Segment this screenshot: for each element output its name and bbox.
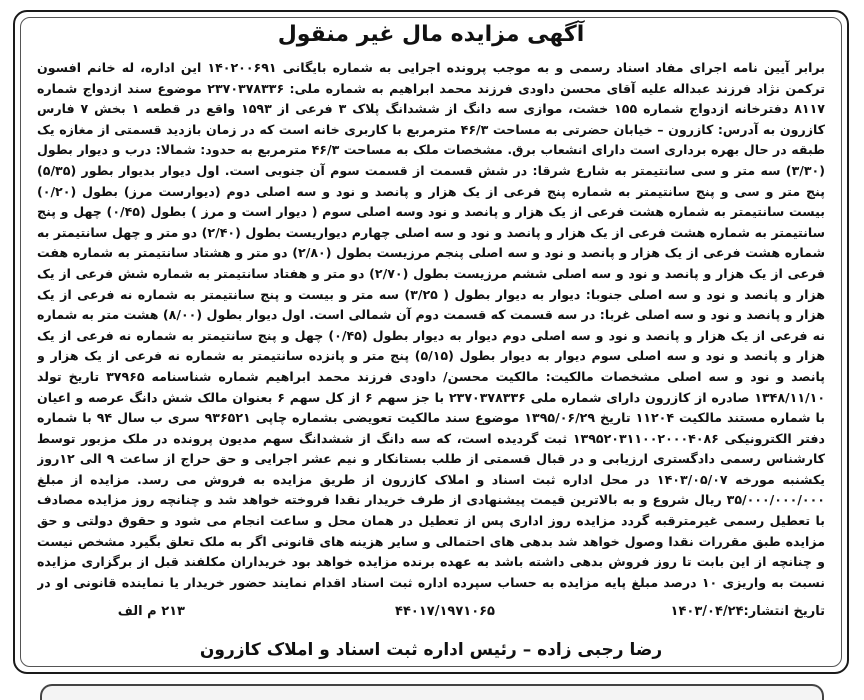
reference-number: ۴۴۰۱۷/۱۹۷۱۰۶۵ xyxy=(395,604,495,619)
next-notice-edge xyxy=(40,684,824,700)
notice-meta-row xyxy=(37,604,825,628)
notice-frame xyxy=(13,10,849,674)
publish-date: تاریخ انتشار:۱۴۰۳/۰۴/۲۴ xyxy=(670,604,825,619)
signature-line: رضا رجبی زاده – رئیس اداره ثبت اسناد و املاک کازرون xyxy=(199,640,663,660)
notice-title: آگهی مزایده مال غیر منقول xyxy=(277,22,585,47)
issue-code: ۲۱۳ م الف xyxy=(117,604,185,619)
notice-body: برابر آیین نامه اجرای مفاد اسناد رسمی و به موجب پرونده اجرایی به شماره بایگانی ۱۴۰۲۰۰۶۹۱ این اداره، له خانم افسون ترکمن نژاد فرزند عبداله علیه آقای محسن داودی فرزند محمد ابراهیم به شماره ملی: ۲۳۷۰۳۷۸۳۳۶ موضوع سند ازدواج شماره ۸۱۱۷ دفترخانه ازدواج شماره ۱۵۵ خشت، موازی سه دانگ از ششدانگ پلاک ۳ فرعی از ۱۵۹۳ واقع در قطعه ۱ بخش ۷ فارس کازرون به آدرس: کازرون – خیابان حضرتی به مساحت ۴۶/۳ مترمربع با کاربری خانه است که در زمان بازدید قسمتی از مغازه یک طبقه در حال بهره برداری است دارای انشعاب برق. مشخصات ملک به مساحت ۴۶/۳ مترمربع به حدود: شمالا: درب و دیوار بطول (۳/۳۰) سه متر و سی سانتیمتر به شارع شرقا: در شش قسمت از قسمت سوم آن جنوبی است. اول دیوار بدیوار بطور (۵/۳۵) پنج متر و سی و پنج سانتیمتر به شماره پنج فرعی از یک هزار و پانصد و نود و سه اصلی دوم (دیوارست مرز) بطول (۰/۲۰) بیست سانتیمتر به شماره هشت فرعی از یک هزار و پانصد و نود وسه اصلی سوم ( دیوار است و مرز ) بطول (۰/۴۵) چهل و پنج سانتیمتر به شماره هشت فرعی از یک هزار و پانصد و نود و سه اصلی چهارم دیواریست بطول (۲/۴۰) دو متر و چهل سانتیمتر به شماره هشت فرعی از یک هزار و پانصد و نود و سه اصلی پنجم مرزیست بطول (۲/۸۰) دو متر و هشتاد سانتیمتر به شماره هفت فرعی از یک هزار و پانصد و نود و سه اصلی ششم مرزیست بطول (۲/۷۰) دو متر و هفتاد سانتیمتر به شماره شش فرعی از یک هزار و پانصد و نود و سه اصلی جنوبا: دیوار به دیوار بطول ( ۳/۲۵) سه متر و بیست و پنج سانتیمتر به شماره نه فرعی از یک هزار و پانصد و نود و سه اصلی غربا: در سه قسمت که قسمت دوم آن شمالی است. اول دیوار بطول (۸/۰۰) هشت متر به شماره نه فرعی از یک هزار و پانصد و نود و سه اصلی دوم دیوار به دیوار بطول (۰/۴۵) چهل و پنج سانتیمتر به شماره نه فرعی از یک هزار و پانصد و نود و سه اصلی سوم دیوار به دیوار بطول (۵/۱۵) پنج متر و پانزده سانتیمتر به شماره نه فرعی از یک هزار و پانصد و نود و سه اصلی مشخصات مالکیت: مالکیت محسن/ داودی فرزند محمد ابراهیم شماره شناسنامه ۳۷۹۶۵ تاریخ تولد ۱۳۴۸/۱۱/۱۰ صادره از کازرون دارای شماره ملی ۲۳۷۰۳۷۸۳۳۶ با جز سهم ۶ از کل سهم ۶ بعنوان مالک شش دانگ عرصه و اعیان با شماره مستند مالکیت ۱۱۲۰۴ تاریخ ۱۳۹۵/۰۶/۲۹ موضوع سند مالکیت تعویضی بشماره چاپی ۹۳۶۵۲۱ سری ب سال ۹۴ با شماره دفتر الکترونیکی ۱۳۹۵۲۰۳۱۱۰۰۲۰۰۰۴۰۸۶ ثبت گردیده است، که سه دانگ از ششدانگ سهم مدیون پرونده در ملک مزبور توسط کارشناس رسمی دادگستری ارزیابی و در قبال قسمتی از طلب بستانکار و نیم عشر اجرایی و حق حراج از ساعت ۹ الی ۱۲روز یکشنبه مورخه ۱۴۰۳/۰۵/۰۷ در محل اداره ثبت اسناد و املاک کازرون از طریق مزایده به فروش می رسد. مزایده از مبلغ ۳۵/۰۰۰/۰۰۰/۰۰۰ ریال شروع و به بالاترین قیمت پیشنهادی از طرف خریدار نقدا فروخته خواهد شد و چنانچه روز مزایده مصادف با تعطیل رسمی غیرمترقبه گردد مزایده روز اداری پس از تعطیل در همان محل و ساعت انجام می شود و حقوق دولتی و حق مزایده طبق مقررات نقدا وصول خواهد شد بدهی های احتمالی و سایر هزینه های قانونی اگر به ملک تعلق بگیرد مشخص نیست و چنانچه از این بابت تا روز فروش بدهی داشته باشد به عهده برنده مزایده خواهد بود خریداران مکلفند قبل از برگزاری مزایده نسبت به واریزی ۱۰ درصد مبلغ پایه مزایده به حساب سپرده اداره ثبت اسناد اقدام نمایند حضور خریدار یا نماینده قانونی او در xyxy=(37,60,825,590)
